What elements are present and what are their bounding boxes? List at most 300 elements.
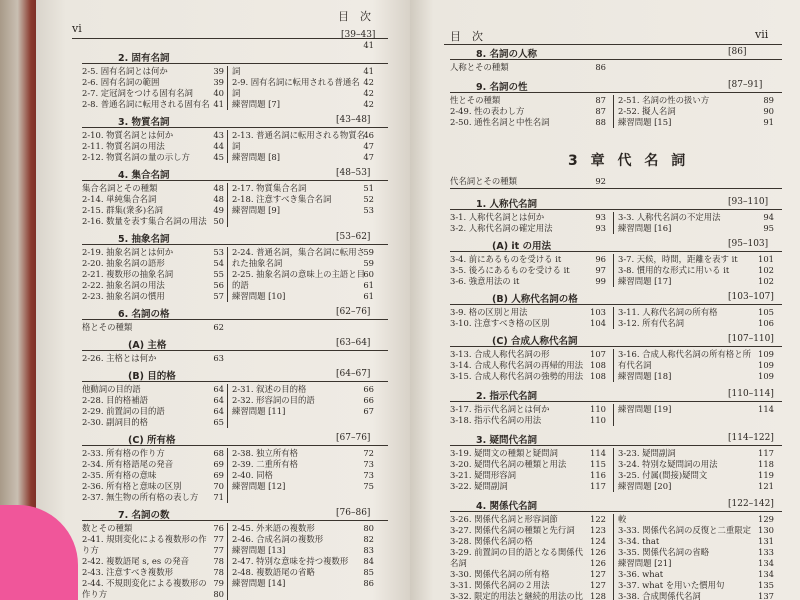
toc-page-number: 41: [213, 99, 224, 109]
toc-page-number: 39: [213, 66, 224, 76]
toc-page-number: 104: [590, 318, 606, 328]
toc-entry: 2-47. 特別な意味を持つ複数形: [232, 556, 349, 566]
toc-entry: 2-37. 無生物の所有格の表し方: [82, 492, 199, 502]
toc-page-number: 61: [363, 291, 374, 301]
toc-page-number: 92: [595, 176, 606, 186]
toc-page-number: 73: [363, 459, 374, 469]
toc-page-number: 64: [213, 406, 224, 416]
section-rule: [450, 304, 782, 305]
toc-page-number: 94: [763, 212, 774, 222]
toc-page-number: 56: [213, 280, 224, 290]
toc-entry: 3-30. 関係代名詞の所有格: [450, 569, 550, 579]
toc-entry: 2-23. 抽象名詞の慣用: [82, 291, 165, 301]
toc-entry: 3-33. 関係代名詞の反復と二重限定: [618, 525, 752, 535]
toc-page-number: 77: [213, 534, 224, 544]
section-rule: [82, 180, 388, 181]
toc-entry: 2-24. 普通名詞，集合名詞に転用さ: [232, 247, 366, 257]
toc-page-number: 41: [363, 40, 374, 50]
page-number-left: vi: [72, 22, 82, 35]
toc-page-number: 109: [758, 371, 774, 381]
toc-page-number: 108: [590, 371, 606, 381]
toc-page-number: 77: [213, 545, 224, 555]
toc-page-number: 117: [758, 448, 774, 458]
toc-page-number: 121: [758, 481, 774, 491]
column-divider: [613, 448, 614, 492]
toc-entry: 2-28. 目的格補語: [82, 395, 149, 405]
toc-page-number: 115: [590, 459, 606, 469]
toc-entry: 2-48. 複数語尾の省略: [232, 567, 315, 577]
toc-entry: 2-38. 独立所有格: [232, 448, 299, 458]
toc-page-number: 114: [758, 404, 774, 414]
toc-page-number: 63: [213, 353, 224, 363]
toc-entry: 3-23. 疑問副詞: [618, 448, 676, 458]
toc-page-number: 90: [763, 106, 774, 116]
toc-page-number: 69: [213, 470, 224, 480]
toc-entry: 2-36. 所有格と意味の区別: [82, 481, 182, 491]
toc-page-number: 44: [213, 141, 224, 151]
toc-entry: 練習問題 [21]: [618, 558, 672, 568]
toc-entry: 3-32. 限定的用法と継続的用法の比: [450, 591, 584, 600]
section-range: [63–64]: [336, 338, 371, 348]
toc-page-number: 64: [213, 395, 224, 405]
toc-entry: 2-13. 普通名詞に転用される物質名: [232, 130, 366, 140]
toc-page-number: 107: [590, 349, 606, 359]
toc-page-number: 124: [590, 536, 606, 546]
toc-page-number: 79: [213, 578, 224, 588]
column-divider: [227, 66, 228, 110]
toc-entry: 練習問題 [18]: [618, 371, 672, 381]
toc-entry: れた抽象名詞: [232, 258, 283, 268]
section-rule: [450, 251, 782, 252]
toc-page-number: 51: [363, 183, 374, 193]
column-divider: [227, 130, 228, 163]
toc-entry: 3-27. 関係代名詞の種類と先行詞: [450, 525, 575, 535]
toc-page-number: 108: [590, 360, 606, 370]
toc-page-number: 66: [363, 384, 374, 394]
section-heading: (C) 所有格: [128, 435, 176, 446]
toc-entry: 2-49. 性の表わし方: [450, 106, 525, 116]
section-heading: 3. 疑問代名詞: [476, 435, 538, 446]
toc-page-number: 105: [758, 307, 774, 317]
toc-page-number: 126: [590, 547, 606, 557]
column-divider: [613, 95, 614, 128]
section-heading: (A) it の用法: [492, 241, 551, 252]
toc-page-number: 110: [590, 415, 606, 425]
section-range: [93–110]: [728, 197, 769, 207]
toc-entry: 3-34. that: [618, 536, 660, 546]
section-range: [87–91]: [728, 80, 763, 90]
toc-entry: 2-9. 固有名詞に転用される普通名: [232, 77, 360, 87]
toc-page-number: 87: [595, 106, 606, 116]
toc-page-number: 40: [213, 88, 224, 98]
toc-entry: 3-4. 前にあるものを受ける it: [450, 254, 562, 264]
section-range: [107–110]: [728, 334, 774, 344]
toc-entry: 2-26. 主格とは何か: [82, 353, 157, 363]
toc-page-number: 137: [758, 591, 774, 600]
toc-page-number: 64: [213, 384, 224, 394]
toc-entry: 性とその種類: [450, 95, 501, 105]
toc-entry: 名詞: [450, 558, 467, 568]
toc-entry: 3-16. 合成人称代名詞の所有格と所: [618, 349, 752, 359]
section-rule: [450, 401, 782, 402]
toc-entry: 2-41. 規則変化による複数形の作: [82, 534, 207, 544]
toc-entry: 3-28. 関係代名詞の格: [450, 536, 533, 546]
column-divider: [613, 307, 614, 329]
toc-page-number: 67: [363, 406, 374, 416]
toc-page-number: 97: [595, 265, 606, 275]
toc-entry: 3-19. 疑問文の種類と疑問詞: [450, 448, 558, 458]
toc-entry: 3-24. 特別な疑問詞の用法: [618, 459, 718, 469]
toc-entry: 他動詞の目的語: [82, 384, 141, 394]
section-heading: 9. 名詞の性: [476, 82, 528, 93]
toc-entry: 3-1. 人称代名詞とは何か: [450, 212, 545, 222]
toc-page-number: 70: [213, 481, 224, 491]
toc-page-number: 86: [595, 62, 606, 72]
toc-entry: 3-12. 所有代名詞: [618, 318, 685, 328]
toc-page-number: 122: [590, 514, 606, 524]
toc-entry: 2-7. 定冠詞をつける固有名詞: [82, 88, 193, 98]
toc-page-number: 116: [590, 470, 606, 480]
toc-entry: 3-8. 慣用的な形式に用いる it: [618, 265, 730, 275]
toc-entry: 練習問題 [13]: [232, 545, 286, 555]
toc-entry: 数とその種類: [82, 523, 133, 533]
toc-page-number: 47: [363, 152, 374, 162]
section-rule: [82, 63, 388, 64]
toc-entry: 3-38. 合成関係代名詞: [618, 591, 701, 600]
toc-page-number: 127: [590, 580, 606, 590]
toc-page-number: 42: [363, 77, 374, 87]
toc-entry: 3-21. 疑問形容詞: [450, 470, 517, 480]
toc-entry: 2-20. 抽象名詞の語形: [82, 258, 165, 268]
section-range: [86]: [728, 47, 747, 57]
section-range: [48–53]: [336, 168, 371, 178]
section-heading: (B) 人称代名詞の格: [492, 294, 578, 305]
column-divider: [613, 349, 614, 382]
toc-page-number: 61: [363, 280, 374, 290]
toc-entry: 練習問題 [7]: [232, 99, 281, 109]
toc-entry: 2-30. 副詞目的格: [82, 417, 149, 427]
toc-entry: 3-26. 関係代名詞と形容詞節: [450, 514, 558, 524]
toc-entry: 2-45. 外来語の複数形: [232, 523, 315, 533]
toc-page-number: 78: [213, 567, 224, 577]
toc-page-number: 47: [363, 141, 374, 151]
toc-entry: 3-25. 付属(間接)疑問文: [618, 470, 708, 480]
toc-entry: 人称とその種類: [450, 62, 509, 72]
toc-page-number: 102: [758, 276, 774, 286]
toc-page-number: 57: [213, 291, 224, 301]
section-range: [53–62]: [336, 232, 371, 242]
toc-entry: 練習問題 [15]: [618, 117, 672, 127]
toc-entry: 練習問題 [10]: [232, 291, 286, 301]
toc-page-number: 129: [758, 514, 774, 524]
toc-page-number: 135: [758, 580, 774, 590]
column-divider: [227, 523, 228, 600]
toc-page-number: 78: [213, 556, 224, 566]
toc-page-number: 55: [213, 269, 224, 279]
toc-page-number: 88: [595, 117, 606, 127]
toc-entry: 的語: [232, 280, 249, 290]
toc-entry: 2-35. 所有格の意味: [82, 470, 157, 480]
toc-page-number: 117: [590, 481, 606, 491]
section-heading: (A) 主格: [128, 340, 167, 351]
section-rule: [450, 346, 782, 347]
toc-entry: 2-15. 群集(衆多)名詞: [82, 205, 163, 215]
toc-entry: 練習問題 [16]: [618, 223, 672, 233]
toc-page-number: 60: [363, 269, 374, 279]
toc-entry: 2-11. 物質名詞の用法: [82, 141, 165, 151]
toc-entry: 3-13. 合成人称代名詞の形: [450, 349, 550, 359]
toc-entry: 3-11. 人称代名詞の所有格: [618, 307, 718, 317]
column-divider: [227, 384, 228, 428]
section-range: [67–76]: [336, 433, 371, 443]
section-rule: [82, 520, 388, 521]
toc-entry: 2-19. 抽象名詞とは何か: [82, 247, 174, 257]
toc-page-number: 53: [363, 205, 374, 215]
toc-page-number: 93: [595, 223, 606, 233]
header-rule: [444, 44, 782, 45]
running-head-right: 目 次: [450, 30, 483, 43]
toc-entry: 3-14. 合成人称代名詞の再帰的用法: [450, 360, 584, 370]
toc-entry: 2-29. 前置詞の目的語: [82, 406, 165, 416]
toc-entry: り方: [82, 545, 99, 555]
section-rule: [82, 244, 388, 245]
toc-entry: 3-9. 格の区別と用法: [450, 307, 528, 317]
toc-page-number: 109: [758, 360, 774, 370]
toc-entry: 練習問題 [17]: [618, 276, 672, 286]
toc-page-number: 45: [213, 152, 224, 162]
toc-entry: 3-20. 疑問代名詞の種類と用法: [450, 459, 567, 469]
toc-entry: 2-50. 通性名詞と中性名詞: [450, 117, 550, 127]
toc-entry: 2-34. 所有格語尾の発音: [82, 459, 174, 469]
section-heading: (C) 合成人称代名詞: [492, 336, 578, 347]
toc-page-number: 73: [363, 470, 374, 480]
toc-entry: 2-43. 注意すべき複数形: [82, 567, 173, 577]
toc-entry: 2-25. 抽象名詞の意味上の主語と目: [232, 269, 366, 279]
toc-page-number: 41: [363, 66, 374, 76]
toc-entry: 練習問題 [8]: [232, 152, 281, 162]
toc-entry: 3-15. 合成人称代名詞の強勢的用法: [450, 371, 584, 381]
toc-entry: 2-31. 叙述の目的格: [232, 384, 307, 394]
section-range: [62–76]: [336, 307, 371, 317]
toc-page-number: 54: [213, 258, 224, 268]
toc-page-number: 134: [758, 569, 774, 579]
section-heading: 4. 集合名詞: [118, 170, 170, 181]
toc-page-number: 102: [758, 265, 774, 275]
toc-page-number: 110: [590, 404, 606, 414]
toc-page-number: 119: [758, 470, 774, 480]
toc-entry: 練習問題 [11]: [232, 406, 286, 416]
toc-page-number: 76: [213, 523, 224, 533]
toc-entry: 3-37. what を用いた慣用句: [618, 580, 725, 590]
section-heading: 2. 指示代名詞: [476, 391, 538, 402]
toc-page-number: 109: [758, 349, 774, 359]
toc-page-number: 48: [213, 194, 224, 204]
toc-entry: 2-22. 抽象名詞の用法: [82, 280, 165, 290]
toc-entry: 2-46. 合成名詞の複数形: [232, 534, 324, 544]
toc-page-number: 93: [595, 212, 606, 222]
toc-entry: 3-18. 指示代名詞の用法: [450, 415, 542, 425]
section-rule: [450, 92, 782, 93]
left-page: [36, 0, 410, 600]
section-range: [95–103]: [728, 239, 769, 249]
toc-page-number: 133: [758, 547, 774, 557]
toc-page-number: 59: [363, 247, 374, 257]
column-divider: [613, 254, 614, 287]
toc-entry: 3-36. what: [618, 569, 664, 579]
toc-page-number: 86: [363, 578, 374, 588]
toc-entry: 3-2. 人称代名詞の確定用法: [450, 223, 553, 233]
toc-entry: 有代名詞: [618, 360, 652, 370]
toc-page-number: 123: [590, 525, 606, 535]
toc-entry: 2-51. 名詞の性の扱い方: [618, 95, 710, 105]
toc-entry: 3-29. 前置詞の目的語となる関係代: [450, 547, 584, 557]
column-divider: [613, 212, 614, 234]
toc-page-number: 65: [213, 417, 224, 427]
toc-page-number: 69: [213, 459, 224, 469]
toc-page-number: 130: [758, 525, 774, 535]
column-divider: [227, 183, 228, 227]
toc-entry: 練習問題 [9]: [232, 205, 281, 215]
column-divider: [227, 247, 228, 302]
toc-entry: 2-5. 固有名詞とは何か: [82, 66, 168, 76]
toc-entry: 2-39. 二重所有格: [232, 459, 299, 469]
toc-entry: 2-18. 注意すべき集合名詞: [232, 194, 332, 204]
toc-page-number: 80: [363, 523, 374, 533]
section-rule: [82, 445, 388, 446]
toc-page-number: 85: [363, 567, 374, 577]
toc-page-number: 91: [763, 117, 774, 127]
toc-entry: 3-3. 人称代名詞の不定用法: [618, 212, 721, 222]
toc-page-number: 128: [590, 591, 606, 600]
toc-page-number: 50: [213, 216, 224, 226]
column-divider: [227, 448, 228, 503]
column-divider: [613, 404, 614, 426]
toc-entry: 2-52. 擬人名詞: [618, 106, 676, 116]
toc-entry: 較: [618, 514, 627, 524]
toc-page-number: 95: [763, 223, 774, 233]
right-page: [410, 0, 800, 600]
top-range: [39–43]: [341, 30, 376, 40]
toc-entry: 2-12. 物質名詞の量の示し方: [82, 152, 190, 162]
section-rule: [82, 127, 388, 128]
section-heading: 7. 名詞の数: [118, 510, 170, 521]
toc-page-number: 80: [213, 589, 224, 599]
section-heading: (B) 目的格: [128, 371, 176, 382]
toc-entry: 3-31. 関係代名詞の２用法: [450, 580, 550, 590]
section-range: [76–86]: [336, 508, 371, 518]
toc-entry: 2-40. 同格: [232, 470, 273, 480]
section-range: [122–142]: [728, 499, 774, 509]
toc-page-number: 118: [758, 459, 774, 469]
toc-entry: 2-16. 数量を表す集合名詞の用法: [82, 216, 207, 226]
toc-entry: 2-21. 複数形の抽象名詞: [82, 269, 174, 279]
toc-page-number: 101: [758, 254, 774, 264]
toc-page-number: 83: [363, 545, 374, 555]
chapter-title: 3 章 代 名 詞: [568, 153, 690, 169]
section-range: [110–114]: [728, 389, 774, 399]
toc-page-number: 72: [363, 448, 374, 458]
toc-page-number: 62: [213, 322, 224, 332]
toc-entry: 3-17. 指示代名詞とは何か: [450, 404, 550, 414]
toc-entry: 2-42. 複数語尾 s, es の発音: [82, 556, 189, 566]
toc-page-number: 46: [363, 130, 374, 140]
section-heading: 4. 関係代名詞: [476, 501, 538, 512]
toc-page-number: 114: [590, 448, 606, 458]
toc-page-number: 126: [590, 558, 606, 568]
section-rule: [450, 209, 782, 210]
toc-page-number: 68: [213, 448, 224, 458]
toc-entry: 3-7. 天候，時間，距離を表す it: [618, 254, 738, 264]
toc-entry: 詞: [232, 66, 241, 76]
section-heading: 3. 物質名詞: [118, 117, 170, 128]
section-heading: 8. 名詞の人称: [476, 49, 538, 60]
toc-entry: 代名詞とその種類: [450, 176, 517, 186]
toc-page-number: 59: [363, 258, 374, 268]
toc-page-number: 71: [213, 492, 224, 502]
toc-entry: 2-32. 形容詞の目的語: [232, 395, 315, 405]
toc-entry: 3-22. 疑問副詞: [450, 481, 508, 491]
toc-entry: 練習問題 [19]: [618, 404, 672, 414]
toc-entry: 格とその種類: [82, 322, 133, 332]
column-divider: [613, 514, 614, 600]
toc-entry: 2-8. 普通名詞に転用される固有名: [82, 99, 210, 109]
toc-entry: 練習問題 [14]: [232, 578, 286, 588]
toc-entry: 3-10. 注意すべき格の区別: [450, 318, 550, 328]
toc-page-number: 89: [763, 95, 774, 105]
toc-entry: 詞: [232, 141, 241, 151]
toc-page-number: 99: [595, 276, 606, 286]
section-rule: [450, 445, 782, 446]
toc-page-number: 42: [363, 88, 374, 98]
toc-entry: 2-44. 不規則変化による複数形の: [82, 578, 207, 588]
toc-page-number: 53: [213, 247, 224, 257]
toc-entry: 練習問題 [12]: [232, 481, 286, 491]
section-rule: [82, 350, 388, 351]
section-range: [103–107]: [728, 292, 774, 302]
toc-page-number: 42: [363, 99, 374, 109]
toc-entry: 練習問題 [20]: [618, 481, 672, 491]
toc-page-number: 75: [363, 481, 374, 491]
toc-page-number: 106: [758, 318, 774, 328]
toc-page-number: 66: [363, 395, 374, 405]
toc-page-number: 131: [758, 536, 774, 546]
toc-page-number: 84: [363, 556, 374, 566]
section-heading: 6. 名詞の格: [118, 309, 170, 320]
section-rule: [450, 511, 782, 512]
toc-page-number: 39: [213, 77, 224, 87]
toc-page-number: 49: [213, 205, 224, 215]
section-heading: 2. 固有名詞: [118, 53, 170, 64]
page-number-right: vii: [755, 28, 769, 41]
section-heading: 5. 抽象名詞: [118, 234, 170, 245]
toc-page-number: 52: [363, 194, 374, 204]
section-range: [64–67]: [336, 369, 371, 379]
toc-entry: 3-35. 関係代名詞の省略: [618, 547, 710, 557]
section-range: [114–122]: [728, 433, 774, 443]
running-head-left: 目 次: [338, 10, 371, 23]
toc-page-number: 82: [363, 534, 374, 544]
toc-page-number: 43: [213, 130, 224, 140]
toc-entry: 2-17. 物質集合名詞: [232, 183, 307, 193]
section-rule: [82, 319, 388, 320]
toc-entry: 2-6. 固有名詞の範囲: [82, 77, 160, 87]
section-rule: [450, 188, 782, 189]
toc-entry: 2-10. 物質名詞とは何か: [82, 130, 174, 140]
toc-page-number: 127: [590, 569, 606, 579]
toc-entry: 2-14. 単純集合名詞: [82, 194, 157, 204]
toc-page-number: 48: [213, 183, 224, 193]
toc-page-number: 134: [758, 558, 774, 568]
